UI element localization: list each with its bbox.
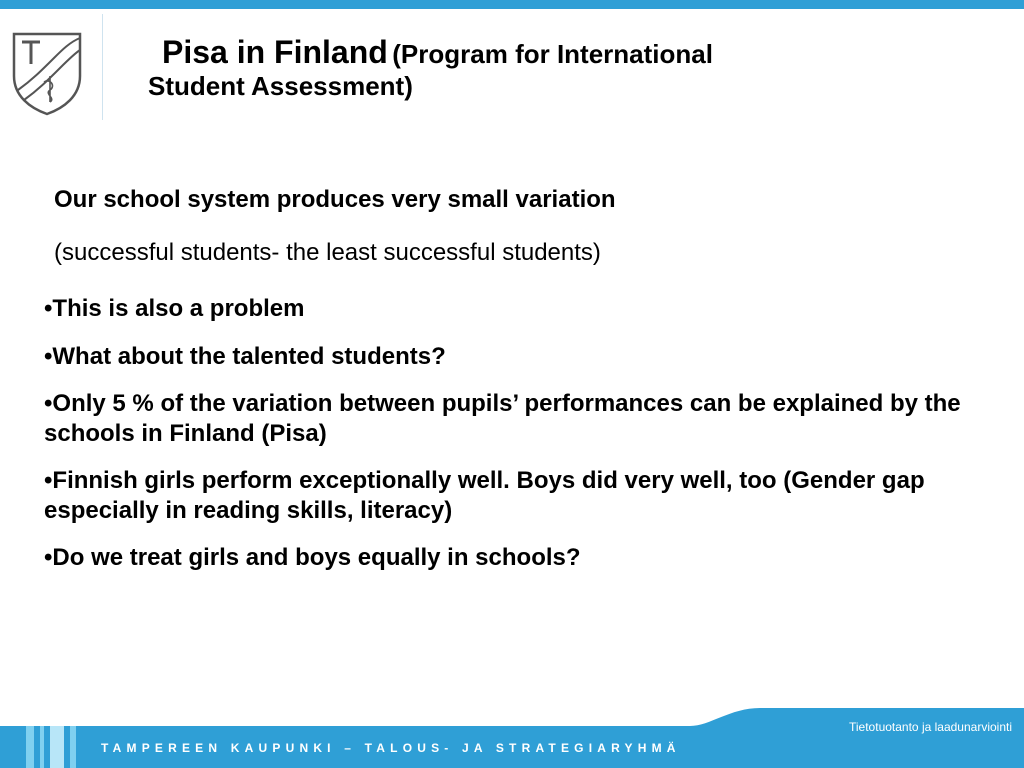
footer-stripe-3 xyxy=(50,726,64,768)
bullet-item xyxy=(44,466,984,525)
bullet-text: This is also a problem xyxy=(52,295,305,322)
title-sub-inline: (Program for International xyxy=(392,39,713,69)
subheading: Our school system produces very small variation xyxy=(54,186,616,213)
footer-stripe-2 xyxy=(40,726,44,768)
bullet-marker: • xyxy=(44,295,53,322)
footer-stripe-1 xyxy=(26,726,34,768)
subheading-note: (successful students- the least successful students) xyxy=(54,239,601,266)
footer-wave xyxy=(0,708,1024,768)
bullet-text: Do we treat girls and boys equally in schools? xyxy=(52,544,581,572)
top-accent-bar xyxy=(0,0,1024,9)
bullet-text: What about the talented students? xyxy=(52,342,446,370)
footer-org-text: TAMPEREEN KAUPUNKI – TALOUS- JA STRATEGIARYHMÄ xyxy=(101,741,681,755)
title-main: Pisa in Finland xyxy=(162,34,388,70)
footer-right-label: Tietotuotanto ja laadunarviointi xyxy=(849,720,1012,734)
bullet-item xyxy=(44,543,984,573)
slide-title xyxy=(148,34,968,101)
bullet-marker: • xyxy=(44,342,53,370)
bullet-marker: • xyxy=(44,390,53,418)
bullet-item xyxy=(44,294,984,324)
bullet-text: Only 5 % of the variation between pupils’ performances can be explained by the schools in Finland (Pisa) xyxy=(44,390,961,447)
bullet-item xyxy=(44,389,984,448)
bullet-marker: • xyxy=(44,467,53,495)
bullet-item xyxy=(44,342,984,372)
bullet-list xyxy=(44,294,984,591)
title-sub-line2: Student Assessment) xyxy=(148,71,413,102)
bullet-marker: • xyxy=(44,544,53,572)
tampere-coat-of-arms-icon xyxy=(10,30,84,116)
logo-divider xyxy=(102,14,103,120)
footer-stripe-4 xyxy=(70,726,76,768)
bullet-text: Finnish girls perform exceptionally well. Boys did very well, too (Gender gap especially in reading skills, literacy) xyxy=(44,467,925,524)
